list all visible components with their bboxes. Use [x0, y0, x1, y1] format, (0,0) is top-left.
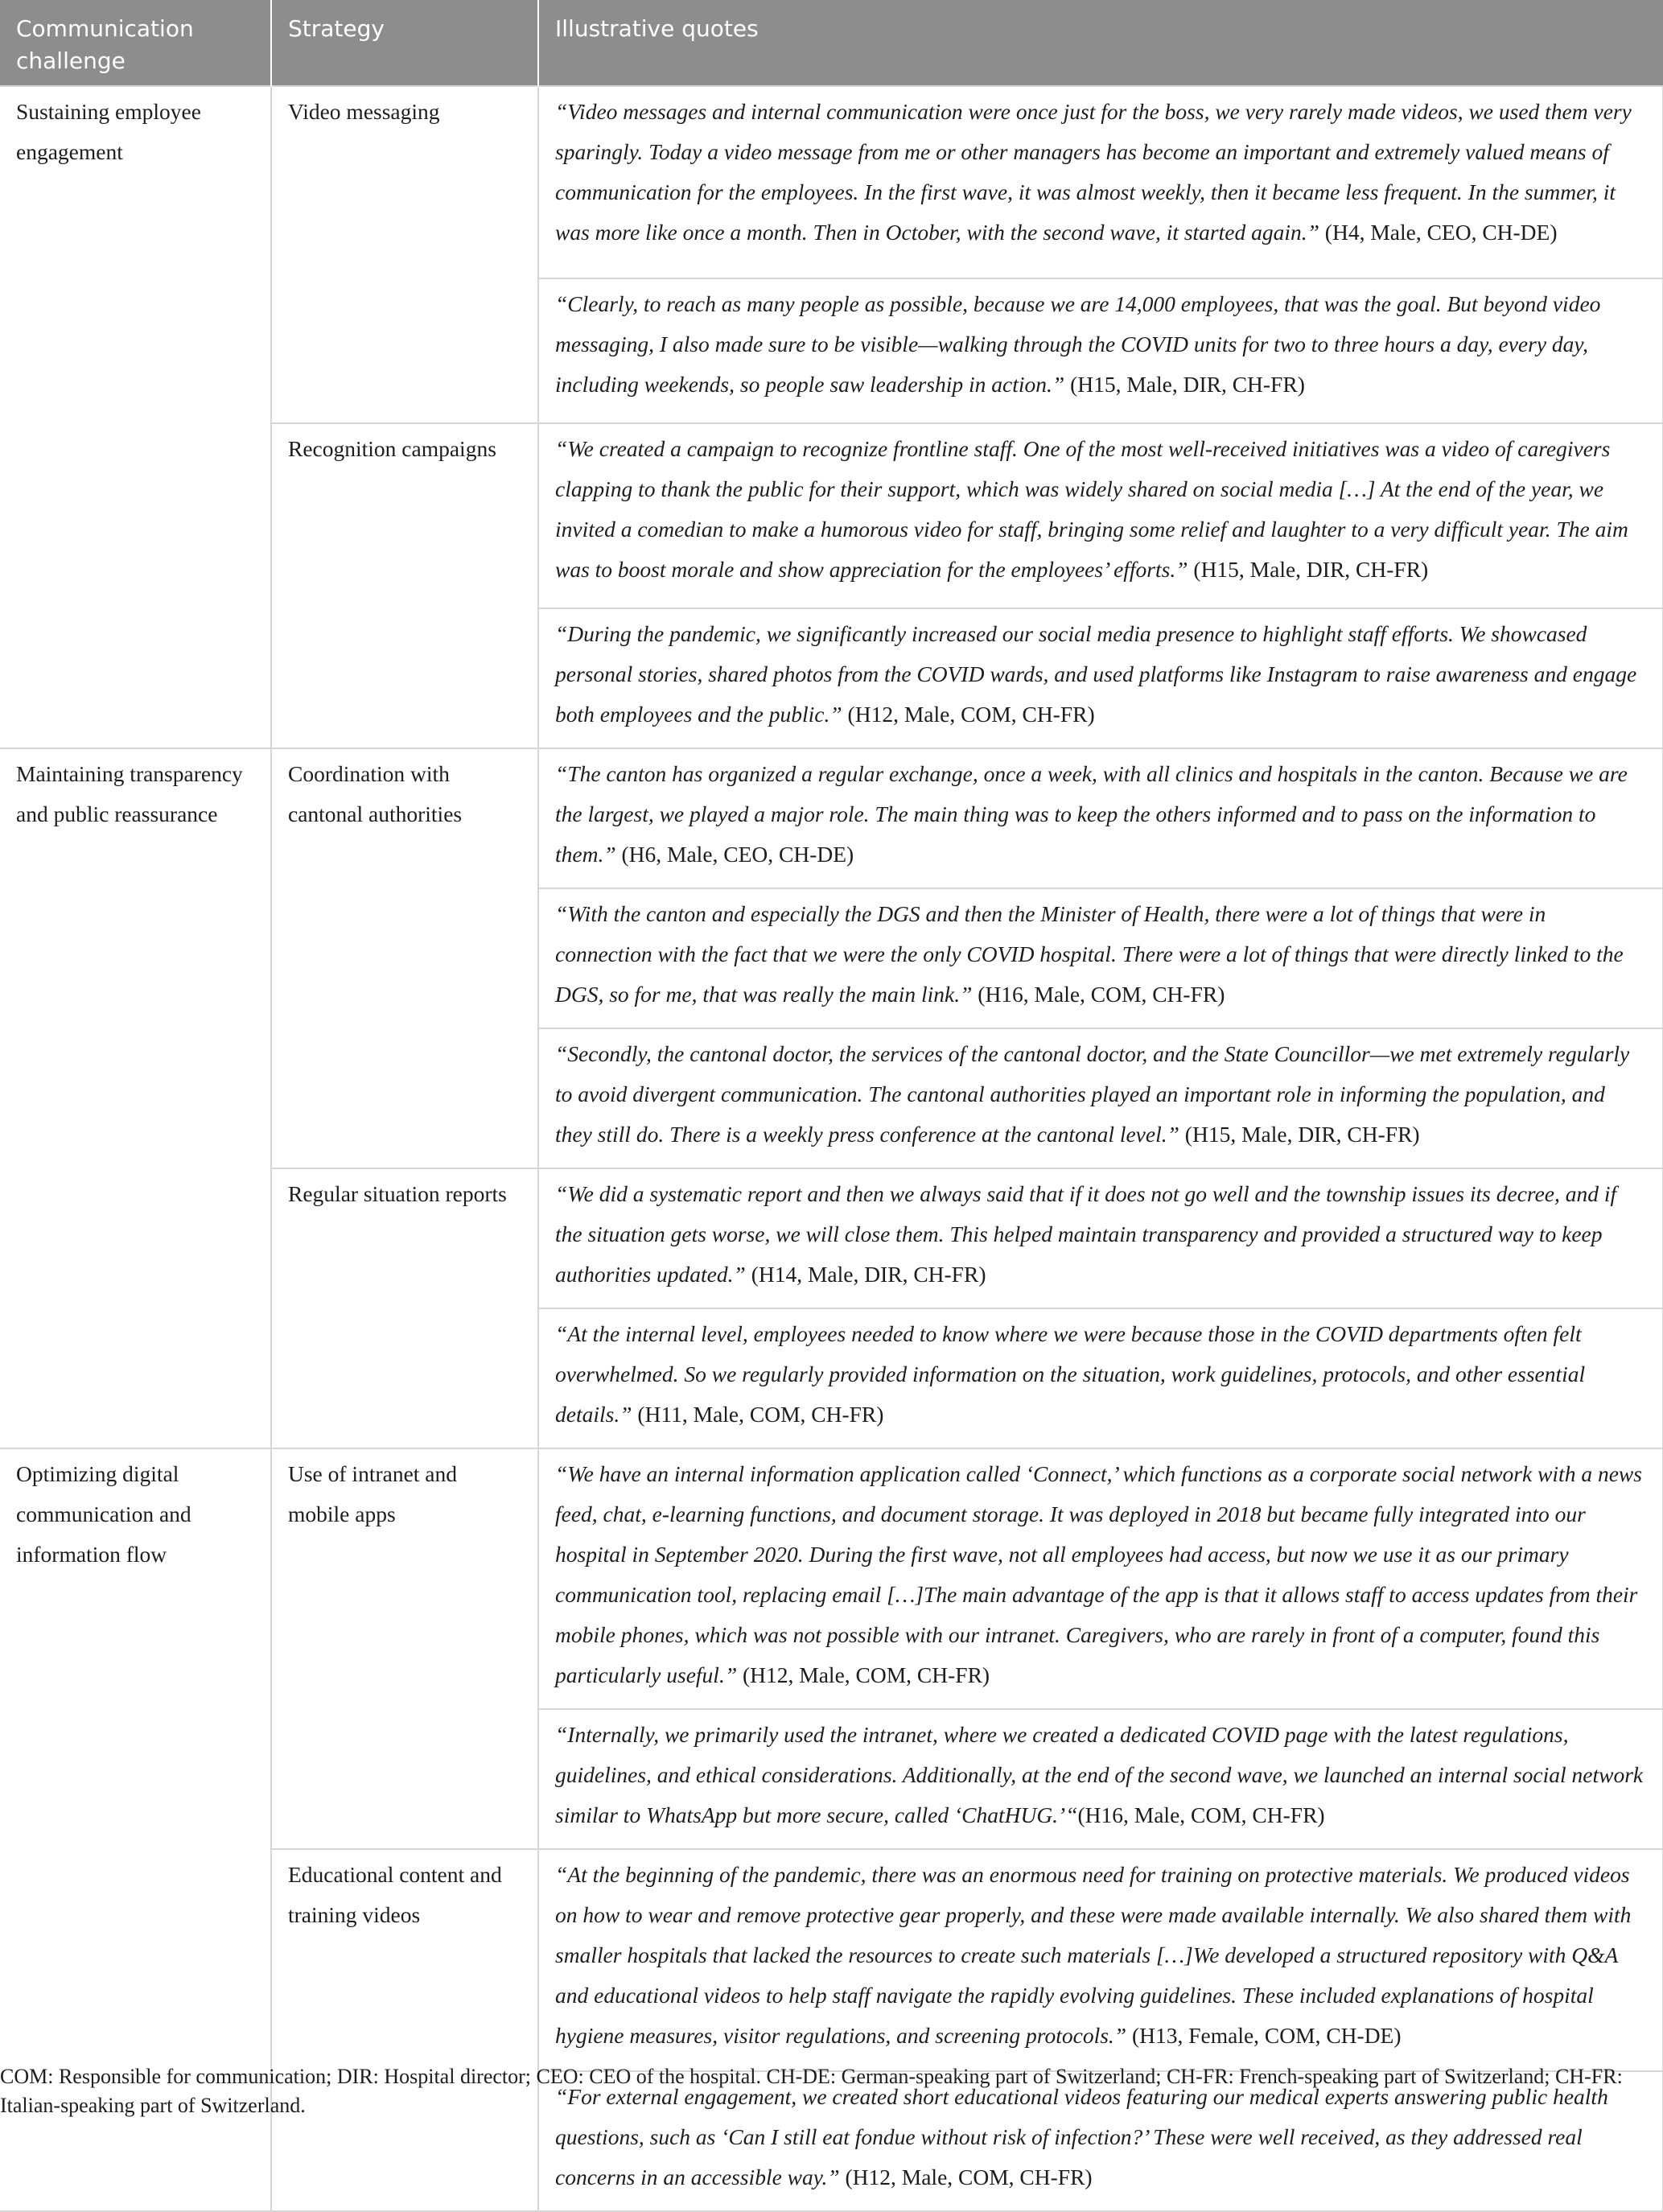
- table-row: [0, 748, 1663, 888]
- quote-text: “We did a systematic report and then we always said that if it does not go well and the township issues its decree, and if the situation gets worse, we will close them. This helped maintain transparency and provided a structured way to keep authorities updated.”: [555, 1181, 1617, 1287]
- quote-citation: (H16, Male, COM, CH-FR): [972, 982, 1225, 1007]
- quote-text: “We have an internal information application called ‘Connect,’ which functions as a corporate social network with a news feed, chat, e-learning functions, and document storage. It was deployed in 2018 but became fully integrated into our hospital in September 2020. During the first wave, not all employees had access, but now we use it as our primary communication tool, replacing email […]The main advantage of the app is that it allows staff to access updates from their mobile phones, which was not possible with our intranet. Caregivers, who are rarely in front of a computer, found this particularly useful.”: [555, 1461, 1642, 1687]
- quote-text: “The canton has organized a regular exchange, once a week, with all clinics and hospitals in the canton. Because we are the largest, we played a major role. The main thing was to keep the others informed and to pass on the information to them.”: [555, 761, 1628, 867]
- quote-cell: [538, 1448, 1663, 1709]
- quote-citation: (H15, Male, DIR, CH-FR): [1188, 557, 1429, 582]
- quote-cell: [538, 1168, 1663, 1308]
- quote-citation: (H13, Female, COM, CH-DE): [1126, 2023, 1402, 2048]
- strategy-cell: Coordination with cantonal authorities: [271, 748, 538, 1168]
- strategy-cell: Recognition campaigns: [271, 423, 538, 748]
- quote-text: “For external engagement, we created short educational videos featuring our medical experts answering public health questions, such as ‘Can I still eat fondue without risk of infection?’ These were well received, as they addressed real concerns in an accessible way.”: [555, 2084, 1608, 2189]
- quote-text: “During the pandemic, we significantly increased our social media presence to highlight staff efforts. We showcased personal stories, shared photos from the COVID wards, and used platforms like Instagram to raise awareness and engage both employees and the public.”: [555, 621, 1637, 727]
- quote-cell: [538, 86, 1663, 278]
- quote-citation: (H11, Male, COM, CH-FR): [632, 1402, 884, 1427]
- quote-cell: [538, 1308, 1663, 1448]
- quote-text: “Internally, we primarily used the intranet, where we created a dedicated COVID page with the latest regulations, guidelines, and ethical considerations. Additionally, at the end of the second wave, we launched an internal social network similar to WhatsApp but more secure, called ‘ChatHUG.’“: [555, 1722, 1644, 1827]
- challenge-cell: Optimizing digital communication and information flow: [0, 1448, 271, 2211]
- quote-text: “Video messages and internal communication were once just for the boss, we very rarely made videos, we used them very sparingly. Today a video message from me or other managers has become an important and extremely valued means of communication for the employees. In the first wave, it was almost weekly, then it became less frequent. In the summer, it was more like once a month. Then in October, with the second wave, it started again.”: [555, 99, 1632, 245]
- quote-citation: (H15, Male, DIR, CH-FR): [1179, 1122, 1420, 1147]
- quote-text: “At the internal level, employees needed to know where we were because those in the COVID departments often felt overwhelmed. So we regularly provided information on the situation, work guidelines, protocols, and other essential details.”: [555, 1321, 1586, 1427]
- table-row: [0, 86, 1663, 278]
- quote-cell: [538, 1709, 1663, 1849]
- quote-citation: (H12, Male, COM, CH-FR): [737, 1662, 990, 1687]
- strategy-cell: Regular situation reports: [271, 1168, 538, 1448]
- quote-cell: [538, 1849, 1663, 2071]
- strategy-cell: Educational content and training videos: [271, 1849, 538, 2211]
- strategy-cell: Use of intranet and mobile apps: [271, 1448, 538, 1849]
- quote-cell: [538, 608, 1663, 748]
- strategy-cell: Video messaging: [271, 86, 538, 423]
- quote-cell: [538, 748, 1663, 888]
- quote-citation: (H14, Male, DIR, CH-FR): [745, 1262, 986, 1287]
- table-header: [0, 0, 1663, 86]
- quote-citation: (H12, Male, COM, CH-FR): [839, 2165, 1093, 2189]
- quote-cell: [538, 423, 1663, 608]
- quote-cell: [538, 1028, 1663, 1168]
- quote-citation: (H6, Male, CEO, CH-DE): [615, 842, 854, 867]
- header-challenge: Communication challenge: [0, 0, 271, 86]
- quote-citation: (H4, Male, CEO, CH-DE): [1319, 220, 1558, 245]
- quote-citation: (H16, Male, COM, CH-FR): [1077, 1802, 1325, 1827]
- quote-cell: [538, 278, 1663, 423]
- header-strategy: Strategy: [271, 0, 538, 86]
- quote-cell: [538, 888, 1663, 1028]
- quote-citation: (H12, Male, COM, CH-FR): [842, 702, 1095, 727]
- quote-text: “We created a campaign to recognize frontline staff. One of the most well-received initiatives was a video of caregivers clapping to thank the public for their support, which was widely shared on social media […] At the end of the year, we invited a comedian to make a humorous video for staff, bringing some relief and laughter to a very difficult year. The aim was to boost morale and show appreciation for the employees’ efforts.”: [555, 436, 1628, 582]
- quote-text: “Clearly, to reach as many people as possible, because we are 14,000 employees, that was the goal. But beyond video messaging, I also made sure to be visible—walking through the COVID units for two to three hours a day, every day, including weekends, so people saw leadership in action.”: [555, 291, 1601, 397]
- header-quotes: Illustrative quotes: [538, 0, 1663, 86]
- quote-text: “With the canton and especially the DGS and then the Minister of Health, there were a lot of things that were in connection with the fact that we were the only COVID hospital. There were a lot of things that were directly linked to the DGS, so for me, that was really the main link.”: [555, 901, 1624, 1007]
- table-body: [0, 86, 1663, 2211]
- quote-text: “At the beginning of the pandemic, there was an enormous need for training on protective materials. We produced videos on how to wear and remove protective gear properly, and these were made available internally. We also shared them with smaller hospitals that lacked the resources to create such materials […]We developed a structured repository with Q&A and educational videos to help staff navigate the rapidly evolving guidelines. These included explanations of hospital hygiene measures, visitor regulations, and screening protocols.”: [555, 1862, 1632, 2048]
- table-footnote: COM: Responsible for communication; DIR: Hospital director; CEO: CEO of the hospital. CH-DE: German-speaking part of Switzerland; CH-FR: French-speaking part of Switzerland; CH-FR: Italian-speaking part of Switzerland.: [0, 2065, 1623, 2117]
- table-row: [0, 1448, 1663, 1709]
- challenge-cell: Maintaining transparency and public reassurance: [0, 748, 271, 1448]
- quote-text: “Secondly, the cantonal doctor, the services of the cantonal doctor, and the State Councillor—we met extremely regularly to avoid divergent communication. The cantonal authorities played an important role in informing the population, and they still do. There is a weekly press conference at the cantonal level.”: [555, 1041, 1630, 1147]
- quote-citation: (H15, Male, DIR, CH-FR): [1064, 372, 1305, 397]
- challenge-cell: Sustaining employee engagement: [0, 86, 271, 748]
